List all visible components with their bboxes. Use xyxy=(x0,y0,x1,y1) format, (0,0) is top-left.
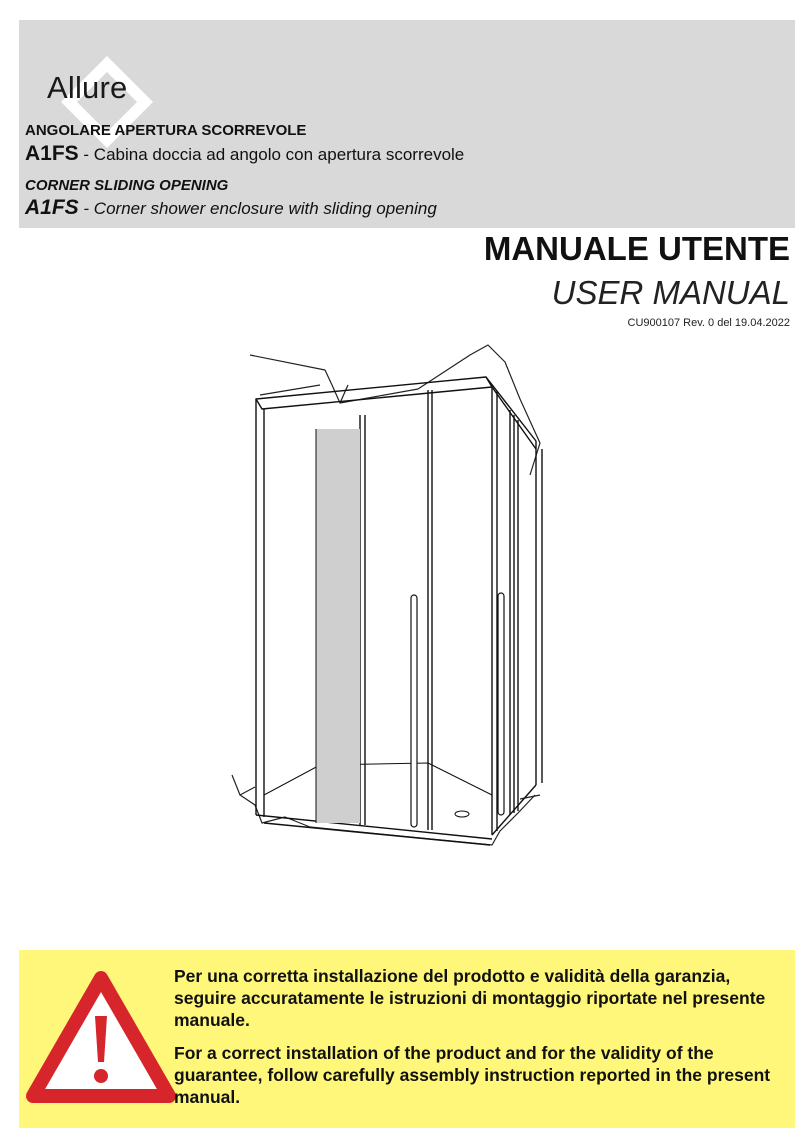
product-code-en: A1FS xyxy=(25,196,79,219)
product-desc-en: - Corner shower enclosure with sliding opening xyxy=(78,199,437,218)
product-desc-it: - Cabina doccia ad angolo con apertura scorrevole xyxy=(78,145,465,164)
shower-enclosure-illustration xyxy=(200,325,620,850)
manual-title-en: USER MANUAL xyxy=(551,274,790,311)
warning-text-en: For a correct installation of the product and for the validity of the guarantee, follow carefully assembly instruction reported in the present manual. xyxy=(174,1043,771,1107)
product-line-en xyxy=(25,196,437,220)
brand-logo-text: Allure xyxy=(47,70,128,105)
warning-band xyxy=(19,950,795,1128)
product-line-it xyxy=(25,142,464,166)
document-reference: CU900107 Rev. 0 del 19.04.2022 xyxy=(627,317,790,329)
warning-text-it: Per una corretta installazione del prodotto e validità della garanzia, seguire accuratamente le istruzioni di montaggio riportate nel presente manuale. xyxy=(174,966,766,1030)
product-code-it: A1FS xyxy=(25,142,79,165)
product-title-it: ANGOLARE APERTURA SCORREVOLE xyxy=(25,122,307,139)
product-title-en: CORNER SLIDING OPENING xyxy=(25,177,229,194)
warning-triangle-icon xyxy=(25,970,177,1106)
manual-title-it: MANUALE UTENTE xyxy=(483,230,790,267)
